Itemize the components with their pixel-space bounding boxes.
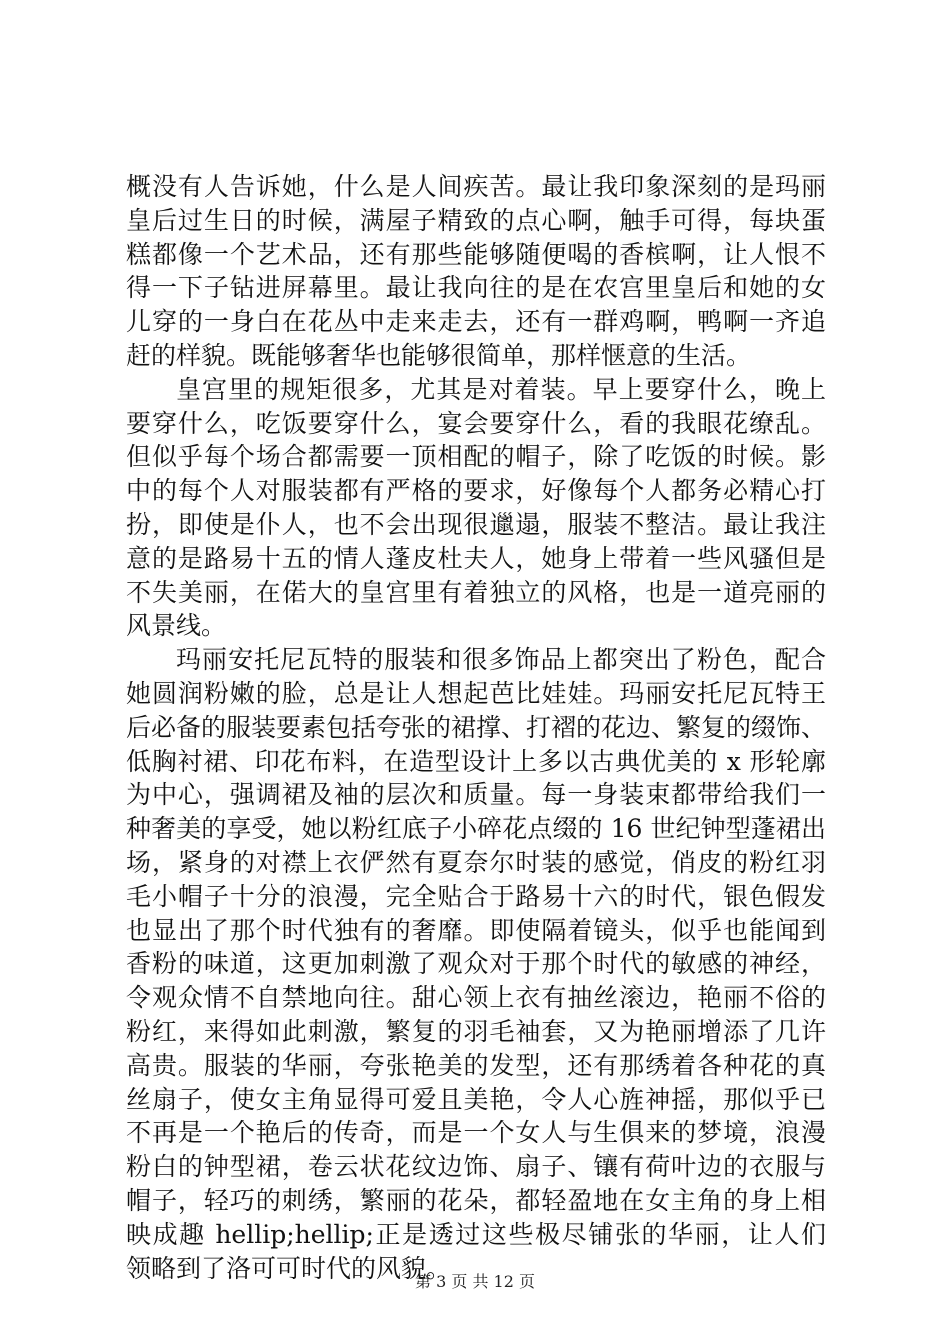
text-line: 不失美丽，在偌大的皇宫里有着独立的风格，也是一道亮丽的	[126, 577, 826, 607]
paragraph-start-line: 皇宫里的规矩很多，尤其是对着装。早上要穿什么，晚上	[176, 374, 826, 404]
text-line: 意的是路易十五的情人蓬皮杜夫人，她身上带着一些风骚但是	[126, 543, 826, 573]
document-body	[126, 170, 826, 1285]
text-line: 粉白的钟型裙，卷云状花纹边饰、扇子、镶有荷叶边的衣服与	[126, 1152, 826, 1182]
text-line: 种奢美的享受，她以粉红底子小碎花点缀的 16 世纪钟型蓬裙出	[126, 814, 826, 844]
text-line: 也显出了那个时代独有的奢靡。即使隔着镜头，似乎也能闻到	[126, 915, 826, 945]
text-line: 后必备的服装要素包括夸张的裙撑、打褶的花边、繁复的缀饰、	[126, 712, 827, 742]
text-line: 粉红，来得如此刺激，繁复的羽毛袖套，又为艳丽增添了几许	[126, 1016, 826, 1046]
text-line: 领略到了洛可可时代的风貌。	[126, 1253, 452, 1283]
text-line: 概没有人告诉她，什么是人间疾苦。最让我印象深刻的是玛丽	[126, 172, 826, 201]
text-line: 扮，即使是仆人，也不会出现很邋遢，服装不整洁。最让我注	[126, 509, 826, 539]
paragraph-start-line: 玛丽安托尼瓦特的服装和很多饰品上都突出了粉色，配合	[176, 645, 826, 675]
text-line: 为中心，强调裙及袖的层次和质量。每一身装束都带给我们一	[126, 780, 826, 810]
text-line: 不再是一个艳后的传奇，而是一个女人与生俱来的梦境，浪漫	[126, 1118, 826, 1148]
text-line: 要穿什么，吃饭要穿什么，宴会要穿什么，看的我眼花缭乱。	[126, 408, 826, 438]
text-line: 儿穿的一身白在花丛中走来走去，还有一群鸡啊，鸭啊一齐追	[126, 307, 826, 337]
text-line: 得一下子钻进屏幕里。最让我向往的是在农宫里皇后和她的女	[126, 273, 826, 303]
text-line: 令观众情不自禁地向往。甜心领上衣有抽丝滚边，艳丽不俗的	[126, 983, 826, 1013]
text-line: 她圆润粉嫩的脸，总是让人想起芭比娃娃。玛丽安托尼瓦特王	[126, 678, 826, 708]
page-number-footer: 第 3 页 共 12 页	[415, 1272, 535, 1291]
text-line: 糕都像一个艺术品，还有那些能够随便喝的香槟啊，让人恨不	[126, 239, 826, 269]
text-line: 场，紧身的对襟上衣俨然有夏奈尔时装的感觉，俏皮的粉红羽	[126, 847, 826, 877]
text-line: 香粉的味道，这更加刺激了观众对于那个时代的敏感的神经，	[126, 949, 826, 979]
text-line: 毛小帽子十分的浪漫，完全贴合于路易十六的时代，银色假发	[126, 881, 826, 911]
text-line: 低胸衬裙、印花布料，在造型设计上多以古典优美的 x 形轮廓	[126, 746, 826, 776]
text-line: 丝扇子，使女主角显得可爱且美艳，令人心旌神摇，那似乎已	[126, 1084, 826, 1114]
text-line: 赶的样貌。既能够奢华也能够很简单，那样惬意的生活。	[126, 340, 752, 370]
text-line: 高贵。服装的华丽，夸张艳美的发型，还有那绣着各种花的真	[126, 1050, 826, 1080]
text-line: 风景线。	[126, 611, 227, 641]
text-line: 帽子，轻巧的刺绣，繁丽的花朵，都轻盈地在女主角的身上相	[126, 1185, 826, 1215]
text-line: 但似乎每个场合都需要一顶相配的帽子，除了吃饭的时候。影	[126, 442, 826, 472]
text-line: 中的每个人对服装都有严格的要求，好像每个人都务必精心打	[126, 476, 826, 506]
text-line: 皇后过生日的时候，满屋子精致的点心啊，触手可得，每块蛋	[126, 205, 826, 235]
text-line: 映成趣 hellip;hellip;正是透过这些极尽铺张的华丽，让人们	[126, 1219, 826, 1249]
